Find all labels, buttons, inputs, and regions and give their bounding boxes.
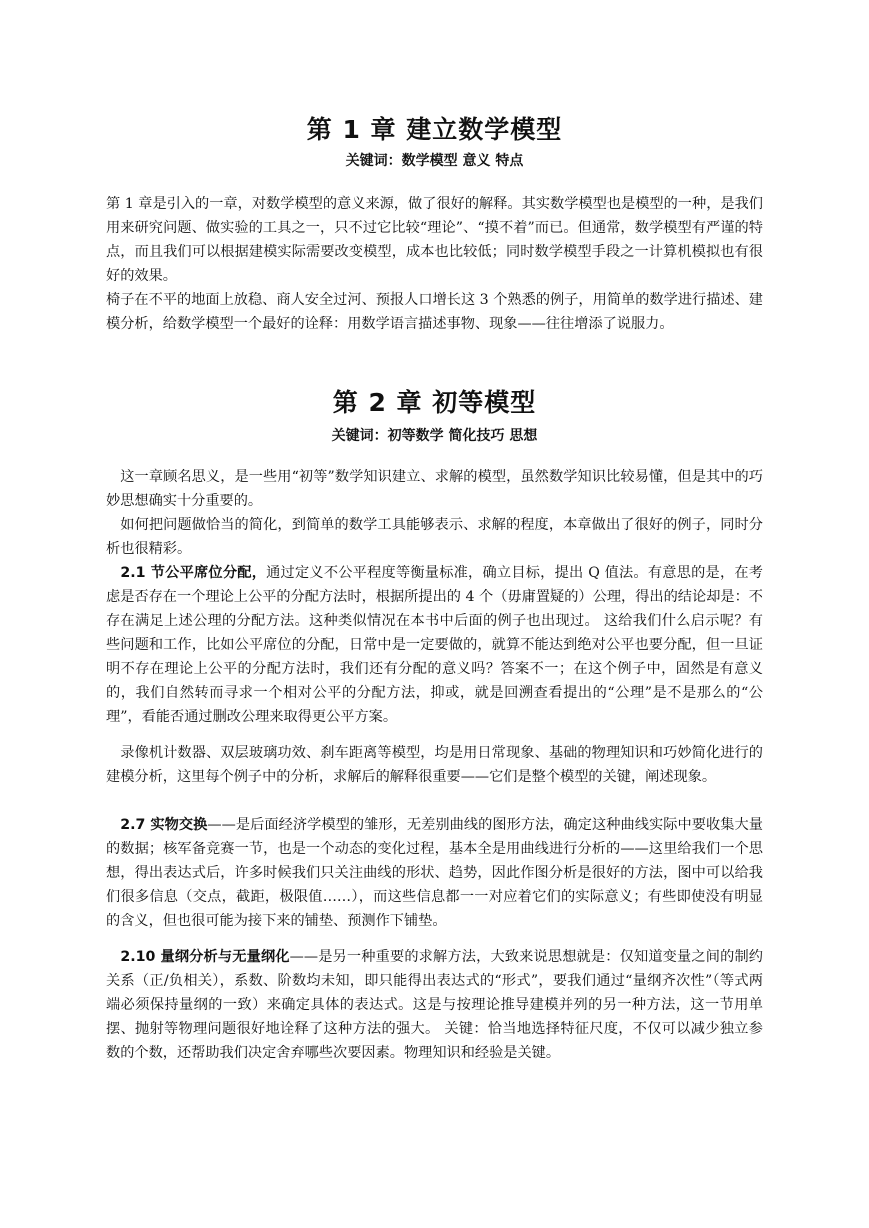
section-2-10-heading: 2.10 量纲分析与无量纲化 (106, 949, 290, 965)
section-2-7-heading: 2.7 实物交换 (106, 817, 208, 833)
chapter-1-title: 第 1 章 建立数学模型 (306, 115, 563, 144)
paragraph-text: 通过定义不公平程度等衡量标准，确立目标，提出 Q 值法。有意思的是，在考虑是否存在一个理论上公平的分配方法时，根据所提出的 4 个（毋庸置疑的）公理，得出的结论却是：不存在满足上述公理的分配方法。这种类似情况在本书中后面的例子也出现过。 这给我们什么启示呢？有些问题和工作，比如公平席位的分配，日常中是一定要做的，就算不能达到绝对公平也要分配，但一旦证明不存在理论上公平的分配方法时，我们还有分配的意义吗？答案不一；在这个例子中，固然是有意义的，我们自然转而寻求一个相对公平的分配方法，抑或，就是回溯查看提出的“公理”是不是那么的“公理”，看能否通过删改公理来取得更公平方案。 (106, 565, 763, 725)
chapter-2-paragraph-2 (106, 513, 763, 561)
chapter-2-paragraph-models (106, 741, 763, 789)
chapter-1-paragraph-2: 椅子在不平的地面上放稳、商人安全过河、预报人口增长这 3 个熟悉的例子，用简单的数学进行描述、建模分析，给数学模型一个最好的诠释：用数学语言描述事物、现象——往往增添了说服力。 (106, 292, 763, 332)
paragraph-text: 如何把问题做恰当的简化，到简单的数学工具能够表示、求解的程度，本章做出了很好的例子，同时分析也很精彩。 (106, 517, 763, 557)
chapter-1-keywords-label: 关键词： (345, 153, 402, 169)
paragraph-text: 录像机计数器、双层玻璃功效、刹车距离等模型，均是用日常现象、基础的物理知识和巧妙简化进行的建模分析，这里每个例子中的分析，求解后的解释很重要——它们是整个模型的关键，阐述现象。 (106, 745, 763, 785)
paragraph-text: ——是另一种重要的求解方法，大致来说思想就是：仅知道变量之间的制约关系（正/负相关），系数、阶数均未知，即只能得出表达式的“形式”，要我们通过“量纲齐次性”（等式两端必须保持量纲的一致）来确定具体的表达式。这是与按理论推导建模并列的另一种方法，这一节用单摆、抛射等物理问题很好地诠释了这种方法的强大。 关键：恰当地选择特征尺度，不仅可以减少独立参数的个数，还帮助我们决定舍弃哪些次要因素。物理知识和经验是关键。 (106, 949, 763, 1061)
chapter-1-keywords (0, 150, 869, 170)
chapter-1-keywords-value: 数学模型 意义 特点 (401, 153, 524, 169)
paragraph-text: ——是后面经济学模型的雏形，无差别曲线的图形方法，确定这种曲线实际中要收集大量的数据；核军备竞赛一节，也是一个动态的变化过程，基本全是用曲线进行分析的——这里给我们一个思想，得出表达式后，许多时候我们只关注曲线的形状、趋势，因此作图分析是很好的方法，图中可以给我们很多信息（交点，截距，极限值……），而这些信息都一一对应着它们的实际意义；有些即使没有明显的含义，但也很可能为接下来的铺垫、预测作下铺垫。 (106, 817, 763, 929)
chapter-2-paragraph-1 (106, 465, 763, 513)
chapter-2-title: 第 2 章 初等模型 (332, 388, 537, 417)
chapter-2-paragraph-exchange (106, 813, 763, 933)
chapter-2-paragraph-dimension (106, 945, 763, 1065)
section-2-1-heading: 2.1 节公平席位分配， (106, 565, 267, 581)
chapter-2-paragraph-fair-seat (106, 561, 763, 729)
chapter-2-keywords-label: 关键词： (331, 428, 388, 444)
chapter-1-paragraph-1: 第 1 章是引入的一章，对数学模型的意义来源，做了很好的解释。其实数学模型也是模型的一种，是我们用来研究问题、做实验的工具之一，只不过它比较“理论”、“摸不着”而已。但通常，数学模型有严谨的特点，而且我们可以根据建模实际需要改变模型，成本也比较低；同时数学模型手段之一计算机模拟也有很好的效果。 (106, 196, 763, 284)
paragraph-text: 这一章顾名思义，是一些用“初等”数学知识建立、求解的模型，虽然数学知识比较易懂，但是其中的巧妙思想确实十分重要的。 (106, 469, 763, 509)
chapter-2-keywords-value: 初等数学 简化技巧 思想 (387, 428, 538, 444)
chapter-2-keywords (0, 425, 869, 445)
